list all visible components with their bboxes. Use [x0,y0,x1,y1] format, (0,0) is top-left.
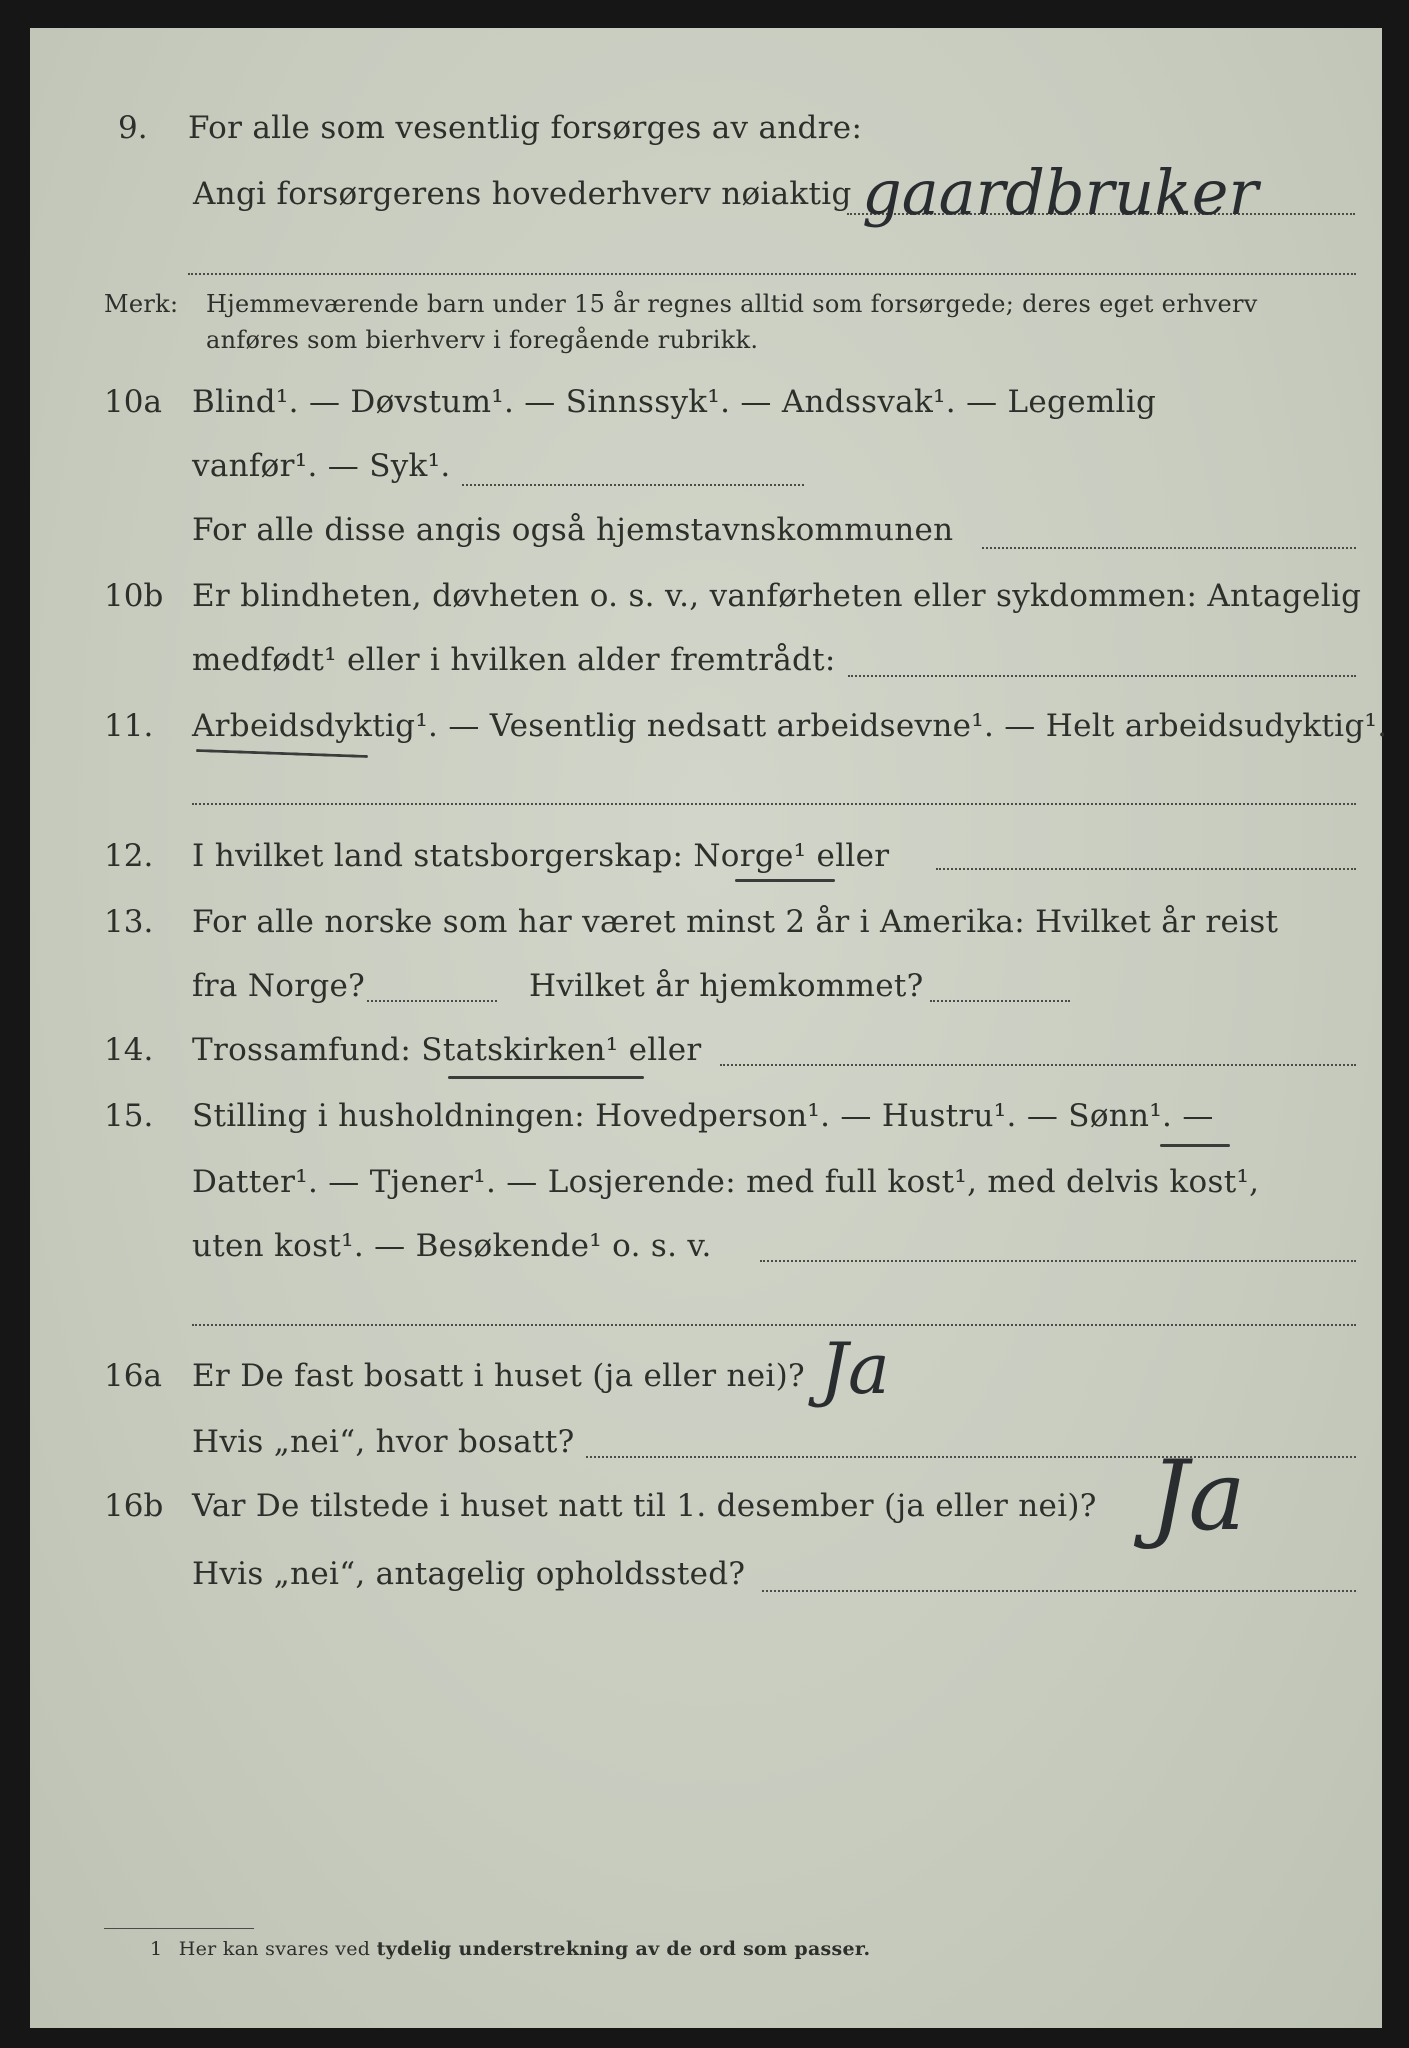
q16b-text-1: Var De tilstede i huset natt til 1. desember (ja eller nei)? [192,1488,1097,1524]
footnote-text-a: Her kan svares ved [178,1938,371,1960]
q16b-handwritten-answer: Ja [1150,1440,1246,1552]
q9-text-2: Angi forsørgerens hovederhverv nøiaktig [193,176,852,212]
q16a-text-2: Hvis „nei“, hvor bosatt? [192,1424,575,1460]
q10b-text-2: medfødt¹ eller i hvilken alder fremtrådt: [192,642,836,678]
q12-text-1: I hvilket land statsborgerskap: Norge¹ eller [192,838,890,874]
q10a-text-1: Blind¹. — Døvstum¹. — Sinnssyk¹. — Andssvak¹. — Legemlig [192,384,1157,420]
q11-extra-line [192,803,1356,805]
q11-underline-mark [196,749,368,758]
footnote [150,1938,870,1960]
footnote-mark: 1 [150,1938,163,1960]
q12-underline-mark [735,879,835,882]
q15-answer-line [760,1260,1356,1262]
footnote-rule [104,1928,254,1929]
q9-handwritten-answer: gaardbruker [862,156,1259,229]
q10b-number: 10b [104,578,164,614]
q15-extra-line [192,1324,1356,1326]
q16b-number: 16b [104,1488,164,1524]
q10a-text-3: For alle disse angis også hjemstavnskommunen [192,512,954,548]
q16a-number: 16a [104,1358,162,1394]
q10a-municipality-line [982,547,1356,549]
q15-text-3: uten kost¹. — Besøkende¹ o. s. v. [192,1228,712,1264]
census-form-page [30,28,1388,2028]
q11-text-1: Arbeidsdyktig¹. — Vesentlig nedsatt arbeidsevne¹. — Helt arbeidsudyktig¹. [192,708,1388,744]
q14-answer-line [720,1064,1356,1066]
q15-underline-mark [1160,1144,1230,1147]
merk-text-1: Hjemmeværende barn under 15 år regnes alltid som forsørgede; deres eget erhverv [206,290,1258,318]
q10a-number: 10a [104,384,162,420]
q13-return-line [930,1000,1070,1002]
q16a-handwritten-answer: Ja [820,1328,890,1410]
q13-text-2a: fra Norge? [192,968,366,1004]
q16b-answer-line [762,1590,1356,1592]
q15-text-2: Datter¹. — Tjener¹. — Losjerende: med full kost¹, med delvis kost¹, [192,1164,1260,1200]
q14-text-1: Trossamfund: Statskirken¹ eller [192,1032,702,1068]
q14-number: 14. [104,1032,154,1068]
merk-label: Merk: [104,290,179,318]
q14-underline-mark [448,1076,644,1079]
footnote-text-b: tydelig understrekning av de ord som passer. [376,1938,871,1960]
q10b-answer-line [848,675,1356,677]
q15-number: 15. [104,1098,154,1134]
q13-departure-line [367,1000,497,1002]
q10a-text-2: vanfør¹. — Syk¹. [192,448,451,484]
q13-number: 13. [104,904,154,940]
q9-extra-line [188,273,1356,275]
q9-number: 9. [118,110,148,146]
q13-text-1: For alle norske som har været minst 2 år i Amerika: Hvilket år reist [192,904,1279,940]
merk-text-2: anføres som bierhverv i foregående rubrikk. [206,326,759,354]
q12-number: 12. [104,838,154,874]
q16b-text-2: Hvis „nei“, antagelig opholdssted? [192,1556,746,1592]
q9-text-1: For alle som vesentlig forsørges av andre: [188,110,863,146]
q10a-answer-line [462,484,804,486]
q15-text-1: Stilling i husholdningen: Hovedperson¹. — Hustru¹. — Sønn¹. — [192,1098,1214,1134]
q12-answer-line [936,868,1356,870]
q13-text-2b: Hvilket år hjemkommet? [529,968,924,1004]
q10b-text-1: Er blindheten, døvheten o. s. v., vanførheten eller sykdommen: Antagelig [192,578,1362,614]
q11-number: 11. [104,708,154,744]
q16a-text-1: Er De fast bosatt i huset (ja eller nei)? [192,1358,805,1394]
